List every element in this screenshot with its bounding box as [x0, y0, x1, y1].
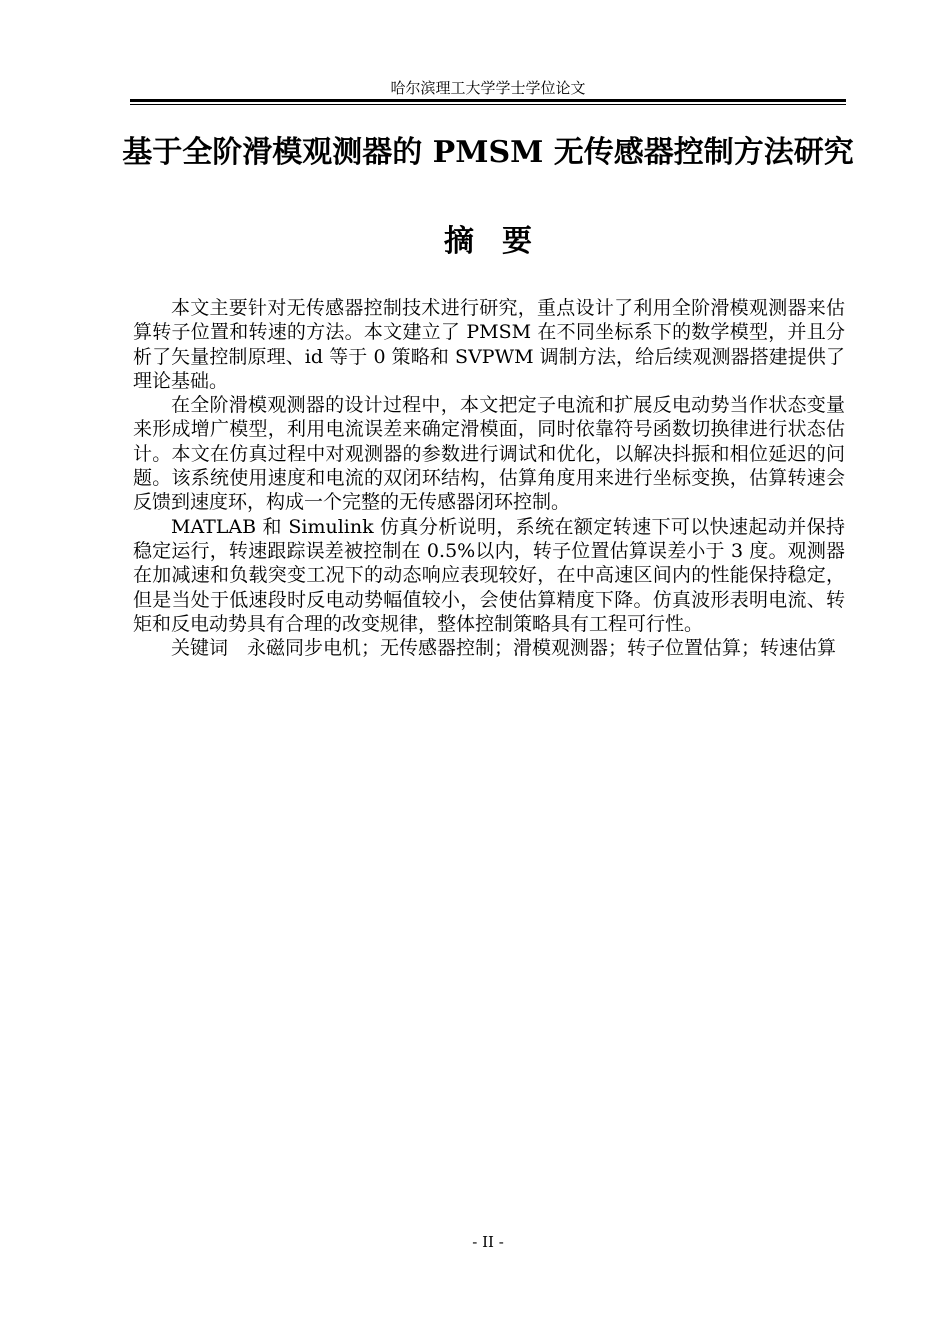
keywords-text: 永磁同步电机；无传感器控制；滑模观测器；转子位置估算；转速估算 — [247, 637, 837, 660]
abstract-heading: 摘要 — [444, 224, 560, 259]
thesis-title: 基于全阶滑模观测器的 PMSM 无传感器控制方法研究 — [122, 135, 854, 170]
abstract-paragraph-1: 本文主要针对无传感器控制技术进行研究，重点设计了利用全阶滑模观测器来估算转子位置和转速的方法。本文建立了 PMSM 在不同坐标系下的数学模型，并且分析了矢量控制原理、id 等于 0 策略和 SVPWM 调制方法，给后续观测器搭建提供了理论基础。 — [133, 297, 845, 392]
running-header: 哈尔滨理工大学学士学位论文 — [390, 79, 586, 97]
abstract-paragraph-2: 在全阶滑模观测器的设计过程中，本文把定子电流和扩展反电动势当作状态变量来形成增广模型，利用电流误差来确定滑模面，同时依靠符号函数切换律进行状态估计。本文在仿真过程中对观测器的参数进行调试和优化，以解决抖振和相位延迟的问题。该系统使用速度和电流的双闭环结构，估算角度用来进行坐标变换，估算转速会反馈到速度环，构成一个完整的无传感器闭环控制。 — [133, 394, 845, 514]
abstract-paragraph-3: MATLAB 和 Simulink 仿真分析说明，系统在额定转速下可以快速起动并保持稳定运行，转速跟踪误差被控制在 0.5%以内，转子位置估算误差小于 3 度。观测器在加减速和负载突变工况下的动态响应表现较好，在中高速区间内的性能保持稳定，但是当处于低速段时反电动势幅值较小，会使估算精度下降。仿真波形表明电流、转矩和反电动势具有合理的改变规律，整体控制策略具有工程可行性。 — [133, 515, 845, 635]
header-rule-thin — [130, 104, 846, 105]
page-number: - II - — [472, 1233, 504, 1251]
abstract-body — [133, 296, 845, 660]
header-rule — [130, 99, 846, 102]
keywords — [133, 636, 845, 660]
keywords-label: 关键词 — [171, 637, 229, 660]
